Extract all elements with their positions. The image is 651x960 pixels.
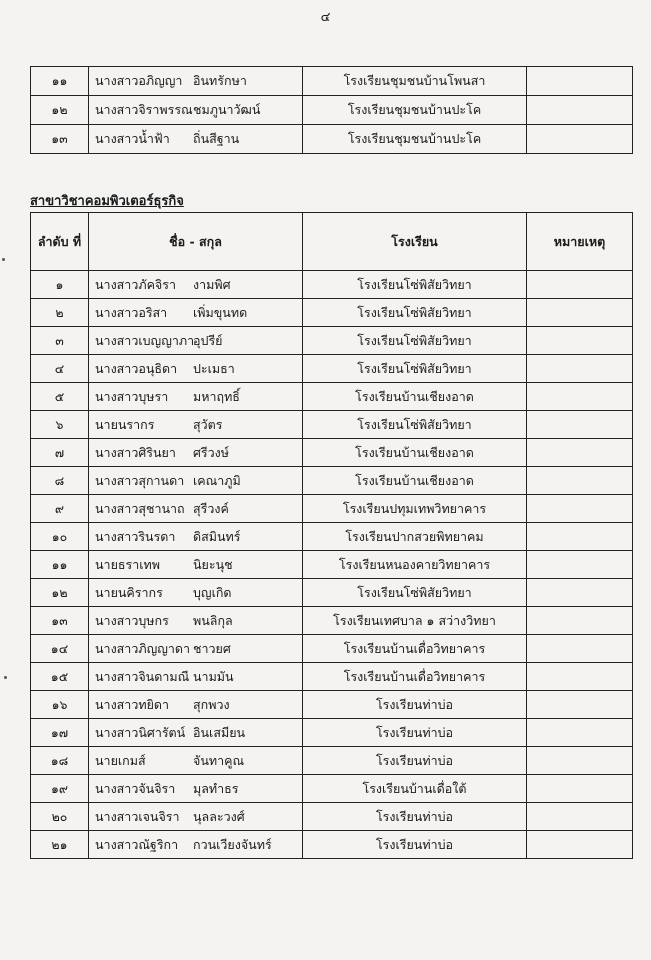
- school-cell: โรงเรียนบ้านเชียงอาด: [303, 383, 527, 411]
- last-name: ศรีวงษ์: [193, 444, 230, 460]
- full-name-cell: [89, 67, 303, 96]
- note-cell: [527, 327, 633, 355]
- row-number: ๑๓: [31, 125, 89, 154]
- note-cell: [527, 383, 633, 411]
- row-number: ๑๑: [31, 551, 89, 579]
- note-cell: [527, 579, 633, 607]
- school-cell: โรงเรียนบ้านเดื่อใต้: [303, 775, 527, 803]
- last-name: อินทรักษา: [193, 73, 247, 88]
- school-cell: โรงเรียนปากสวยพิทยาคม: [303, 523, 527, 551]
- last-name: นุลละวงศ์: [193, 808, 245, 824]
- note-cell: [527, 691, 633, 719]
- school-cell: โรงเรียนชุมชนบ้านปะโค: [303, 96, 527, 125]
- margin-mark: [4, 676, 7, 679]
- note-cell: [527, 607, 633, 635]
- table-row: [31, 747, 633, 775]
- first-name: นางสาวภิญญาดา: [95, 640, 191, 656]
- school-cell: โรงเรียนเทศบาล ๑ สว่างวิทยา: [303, 607, 527, 635]
- row-number: ๘: [31, 467, 89, 495]
- school-cell: โรงเรียนบ้านเดื่อวิทยาคาร: [303, 635, 527, 663]
- row-number: ๒๑: [31, 831, 89, 859]
- last-name: เพิ่มขุนทด: [193, 304, 248, 320]
- row-number: ๙: [31, 495, 89, 523]
- last-name: นิยะนุช: [193, 556, 233, 572]
- first-name: นายธราเทพ: [95, 556, 161, 572]
- table-row: [31, 831, 633, 859]
- last-name: ชาวยศ: [193, 640, 231, 656]
- row-number: ๔: [31, 355, 89, 383]
- row-number: ๑๖: [31, 691, 89, 719]
- header-no: ลำดับ ที่: [31, 213, 89, 271]
- first-name: นางสาวณัฐริกา: [95, 836, 179, 852]
- full-name-cell: [89, 663, 303, 691]
- last-name: พนลิกุล: [193, 612, 233, 628]
- first-name: นางสาวสุกานดา: [95, 472, 185, 488]
- school-cell: โรงเรียนท่าบ่อ: [303, 831, 527, 859]
- row-number: ๒๐: [31, 803, 89, 831]
- school-cell: โรงเรียนโซ่พิสัยวิทยา: [303, 327, 527, 355]
- first-name: นางสาวบุษกร: [95, 612, 169, 628]
- header-note: หมายเหตุ: [527, 213, 633, 271]
- note-cell: [527, 719, 633, 747]
- first-name: นางสาวรินรดา: [95, 528, 176, 544]
- first-name: นางสาวจิราพรรณ: [95, 102, 193, 117]
- table-row: [31, 383, 633, 411]
- last-name: สุกพวง: [193, 696, 230, 712]
- last-name: จันทาคูณ: [193, 752, 245, 768]
- note-cell: [527, 635, 633, 663]
- note-cell: [527, 775, 633, 803]
- last-name: อินเสมียน: [193, 724, 246, 740]
- full-name-cell: [89, 719, 303, 747]
- note-cell: [527, 271, 633, 299]
- full-name-cell: [89, 831, 303, 859]
- full-name-cell: [89, 125, 303, 154]
- school-cell: โรงเรียนท่าบ่อ: [303, 747, 527, 775]
- full-name-cell: [89, 271, 303, 299]
- last-name: ถิ่นสีฐาน: [193, 131, 240, 146]
- header-name: ชื่อ - สกุล: [89, 213, 303, 271]
- note-cell: [527, 523, 633, 551]
- note-cell: [527, 411, 633, 439]
- table-row: [31, 663, 633, 691]
- school-cell: โรงเรียนบ้านเชียงอาด: [303, 467, 527, 495]
- first-name: นายนคิรากร: [95, 584, 163, 600]
- note-cell: [527, 299, 633, 327]
- row-number: ๑: [31, 271, 89, 299]
- first-name: นางสาวเจนจิรา: [95, 808, 180, 824]
- last-name: กวนเวียงจันทร์: [193, 836, 272, 852]
- first-name: นางสาวอนุธิดา: [95, 360, 178, 376]
- last-name: มุลทำธร: [193, 780, 239, 796]
- full-name-cell: [89, 523, 303, 551]
- first-name: นางสาวบุษรา: [95, 388, 169, 404]
- table-row: [31, 495, 633, 523]
- first-name: นางสาวสุชานาถ: [95, 500, 185, 516]
- table-row: [31, 579, 633, 607]
- table-row: [31, 719, 633, 747]
- last-name: สุวัตร: [193, 416, 223, 432]
- full-name-cell: [89, 635, 303, 663]
- table-row: [31, 523, 633, 551]
- first-name: นางสาวจันจิรา: [95, 780, 176, 796]
- note-cell: [527, 467, 633, 495]
- margin-mark: [2, 258, 5, 261]
- row-number: ๗: [31, 439, 89, 467]
- table-row: [31, 125, 633, 154]
- school-cell: โรงเรียนท่าบ่อ: [303, 691, 527, 719]
- row-number: ๕: [31, 383, 89, 411]
- full-name-cell: [89, 96, 303, 125]
- section-title: สาขาวิชาคอมพิวเตอร์ธุรกิจ: [30, 194, 184, 209]
- row-number: ๑๘: [31, 747, 89, 775]
- last-name: บุญเกิด: [193, 584, 232, 600]
- first-name: นางสาวเบญญาภา: [95, 332, 195, 348]
- note-cell: [527, 803, 633, 831]
- first-name: นายเกมส์: [95, 752, 146, 768]
- table-row: [31, 551, 633, 579]
- note-cell: [527, 495, 633, 523]
- first-name: นางสาวศิรินยา: [95, 444, 176, 460]
- row-number: ๒: [31, 299, 89, 327]
- first-name: นายนรากร: [95, 416, 155, 432]
- row-number: ๑๐: [31, 523, 89, 551]
- last-name: เคณาภูมิ: [193, 472, 241, 488]
- school-cell: โรงเรียนโซ่พิสัยวิทยา: [303, 579, 527, 607]
- note-cell: [527, 439, 633, 467]
- last-name: ปะเมธา: [193, 360, 235, 376]
- first-name: นางสาวจินดามณี: [95, 668, 190, 684]
- table-row: [31, 439, 633, 467]
- last-name: ชมภูนาวัฒน์: [193, 102, 261, 117]
- first-name: นางสาวภัคจิรา: [95, 276, 176, 292]
- table-row: [31, 467, 633, 495]
- school-cell: โรงเรียนชุมชนบ้านปะโค: [303, 125, 527, 154]
- note-cell: [527, 96, 633, 125]
- full-name-cell: [89, 299, 303, 327]
- first-name: นางสาวอภิญญา: [95, 73, 183, 88]
- full-name-cell: [89, 551, 303, 579]
- school-cell: โรงเรียนโซ่พิสัยวิทยา: [303, 355, 527, 383]
- last-name: ดิสมินทร์: [193, 528, 241, 544]
- full-name-cell: [89, 691, 303, 719]
- table-row: [31, 299, 633, 327]
- school-cell: โรงเรียนปทุมเทพวิทยาคาร: [303, 495, 527, 523]
- row-number: ๓: [31, 327, 89, 355]
- note-cell: [527, 355, 633, 383]
- continued-table: [30, 66, 633, 154]
- first-name: นางสาวนิศารัตน์: [95, 724, 186, 740]
- school-cell: โรงเรียนบ้านเดื่อวิทยาคาร: [303, 663, 527, 691]
- first-name: นางสาวทยิดา: [95, 696, 170, 712]
- full-name-cell: [89, 383, 303, 411]
- row-number: ๑๕: [31, 663, 89, 691]
- table-row: [31, 607, 633, 635]
- school-cell: โรงเรียนชุมชนบ้านโพนสา: [303, 67, 527, 96]
- table-row: [31, 271, 633, 299]
- last-name: นามมัน: [193, 668, 234, 684]
- full-name-cell: [89, 607, 303, 635]
- note-cell: [527, 831, 633, 859]
- full-name-cell: [89, 327, 303, 355]
- table-row: [31, 96, 633, 125]
- header-school: โรงเรียน: [303, 213, 527, 271]
- business-computer-table: [30, 212, 633, 859]
- full-name-cell: [89, 355, 303, 383]
- full-name-cell: [89, 803, 303, 831]
- school-cell: โรงเรียนโซ่พิสัยวิทยา: [303, 271, 527, 299]
- note-cell: [527, 551, 633, 579]
- table-row: [31, 67, 633, 96]
- school-cell: โรงเรียนโซ่พิสัยวิทยา: [303, 299, 527, 327]
- row-number: ๑๒: [31, 579, 89, 607]
- row-number: ๑๒: [31, 96, 89, 125]
- note-cell: [527, 663, 633, 691]
- full-name-cell: [89, 467, 303, 495]
- school-cell: โรงเรียนท่าบ่อ: [303, 719, 527, 747]
- table-row: [31, 411, 633, 439]
- school-cell: โรงเรียนท่าบ่อ: [303, 803, 527, 831]
- first-name: นางสาวอริสา: [95, 304, 168, 320]
- school-cell: โรงเรียนบ้านเชียงอาด: [303, 439, 527, 467]
- row-number: ๑๙: [31, 775, 89, 803]
- last-name: อุปรีย์: [193, 332, 223, 348]
- row-number: ๑๔: [31, 635, 89, 663]
- last-name: งามพิศ: [193, 276, 231, 292]
- last-name: สุรีวงค์: [193, 500, 229, 516]
- table-row: [31, 803, 633, 831]
- row-number: ๑๓: [31, 607, 89, 635]
- row-number: ๑๑: [31, 67, 89, 96]
- full-name-cell: [89, 775, 303, 803]
- note-cell: [527, 125, 633, 154]
- table-row: [31, 355, 633, 383]
- table-row: [31, 691, 633, 719]
- last-name: มหาฤทธิ์: [193, 388, 240, 404]
- full-name-cell: [89, 747, 303, 775]
- table-header-row: [31, 213, 633, 271]
- table-row: [31, 327, 633, 355]
- row-number: ๖: [31, 411, 89, 439]
- note-cell: [527, 747, 633, 775]
- table-row: [31, 635, 633, 663]
- page-number: ๔: [320, 10, 331, 25]
- full-name-cell: [89, 411, 303, 439]
- row-number: ๑๗: [31, 719, 89, 747]
- school-cell: โรงเรียนหนองคายวิทยาคาร: [303, 551, 527, 579]
- note-cell: [527, 67, 633, 96]
- first-name: นางสาวน้ำฟ้า: [95, 131, 170, 146]
- school-cell: โรงเรียนโซ่พิสัยวิทยา: [303, 411, 527, 439]
- table-row: [31, 775, 633, 803]
- full-name-cell: [89, 495, 303, 523]
- full-name-cell: [89, 439, 303, 467]
- full-name-cell: [89, 579, 303, 607]
